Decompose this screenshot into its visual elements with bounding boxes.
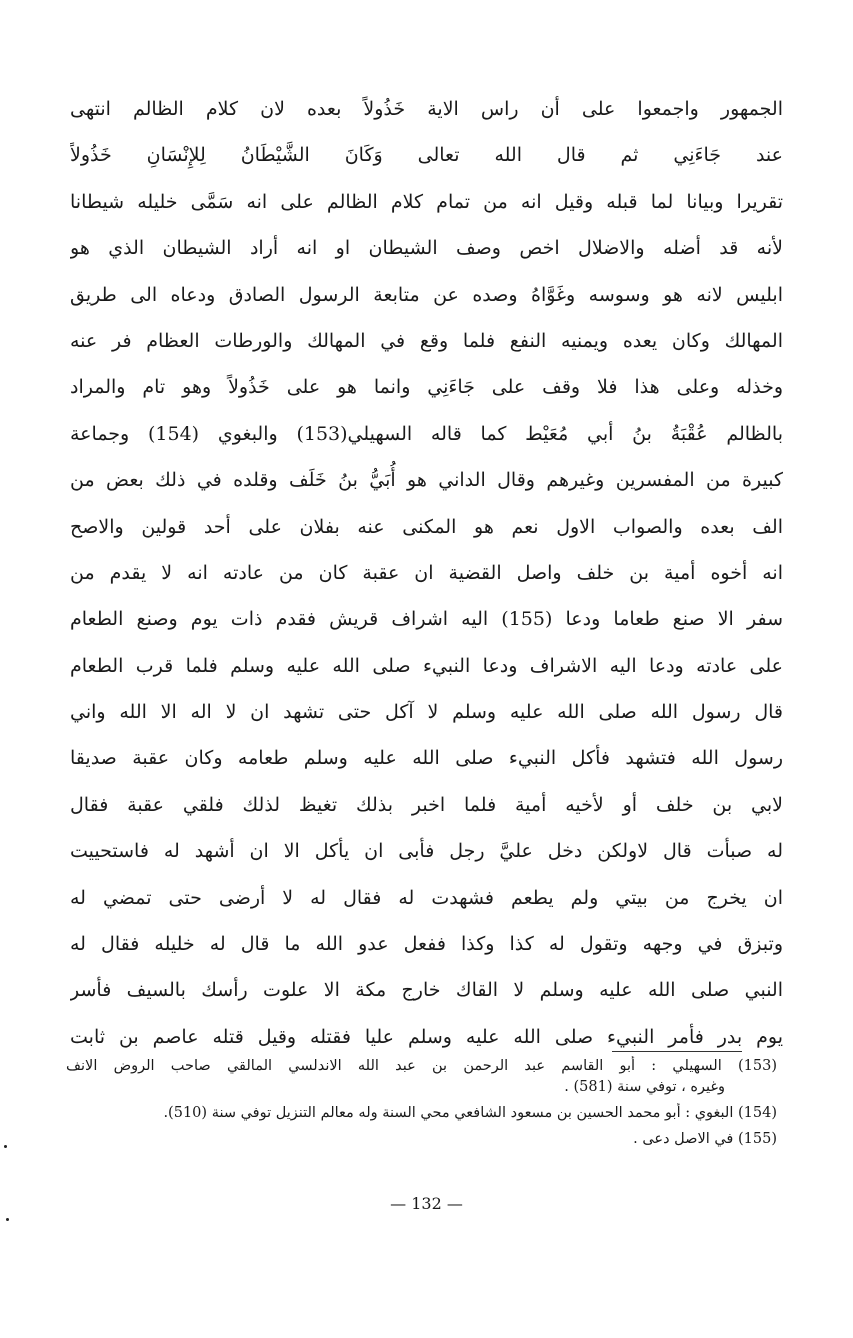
footnote-154: (154) البغوي : أبو محمد الحسين بن مسعود الشافعي محي السنة وله معالم التنزيل توفي سنة (510). bbox=[163, 1105, 777, 1121]
page-number: — 132 — bbox=[390, 1194, 463, 1213]
text-line: يوم بدر فأمر النبيء صلى الله عليه وسلم عليا فقتله وقيل قتله عاصم بن ثابت bbox=[70, 1025, 783, 1048]
text-line: سفر الا صنع طعاما ودعا (155) اليه اشراف قريش فقدم ذات يوم وصنع الطعام bbox=[70, 608, 783, 631]
text-line: ان يخرج من بيتي ولم يطعم فشهدت له فقال له لا أرضى حتى تمضي له bbox=[70, 886, 783, 909]
text-line: الجمهور واجمعوا على أن راس الاية خَذُولاً بعده لان كلام الظالم انتهى bbox=[70, 98, 783, 120]
footnote-separator bbox=[612, 1051, 742, 1052]
text-line: النبي صلى الله عليه وسلم لا القاك خارج مكة الا علوت رأسك بالسيف فأسر bbox=[70, 979, 783, 1002]
footnote-153-continuation: وغيره ، توفي سنة (581) . bbox=[564, 1079, 725, 1095]
text-line: بالظالم عُقْبَةُ بنُ أبي مُعَيْط كما قاله السهيلي(153) والبغوي (154) وجماعة bbox=[70, 422, 783, 445]
scan-speck bbox=[4, 1145, 7, 1148]
text-line: انه أخوه أمية بن خلف واصل القضية ان عقبة كان من عادته انه لا يقدم من bbox=[70, 561, 783, 584]
text-line: وتبزق في وجهه وتقول له كذا وكذا ففعل عدو الله ما قال له خليله فقال له bbox=[70, 933, 783, 956]
text-line: لأنه قد أضله والاضلال اخص وصف الشيطان او انه أراد الشيطان الذي هو bbox=[70, 237, 783, 260]
text-line: المهالك وكان يعده ويمنيه النفع فلما وقع في المهالك والورطات العظام فر عنه bbox=[70, 329, 783, 352]
footnote-153: (153) السهيلي : أبو القاسم عبد الرحمن بن عبد الله الاندلسي المالقي صاحب الروض الانف bbox=[66, 1058, 777, 1074]
text-line: على عادته ودعا اليه الاشراف ودعا النبيء صلى الله عليه وسلم فلما قرب الطعام bbox=[70, 654, 783, 677]
scan-speck bbox=[6, 1218, 9, 1221]
text-line: تقريرا وبيانا لما قبله وقيل انه من تمام كلام الظالم على انه سَمَّى خليله شيطانا bbox=[70, 190, 783, 213]
text-line: كبيرة من المفسرين وغيرهم وقال الداني هو أُبَيُّ بنُ خَلَف وقلده في ذلك بعض من bbox=[70, 469, 783, 492]
text-line: ابليس لانه هو وسوسه وغَوَّاهُ وصده عن متابعة الرسول الصادق ودعاه الى طريق bbox=[70, 283, 783, 306]
footnote-155: (155) في الاصل دعى . bbox=[633, 1131, 777, 1147]
text-line: لابي بن خلف أو لأخيه أمية فلما اخبر بذلك تغيظ لذلك فلقي عقبة فقال bbox=[70, 793, 783, 816]
text-line: الف بعده والصواب الاول نعم هو المكنى عنه بفلان على أحد قولين والاصح bbox=[70, 515, 783, 538]
text-line: قال رسول الله صلى الله عليه وسلم لا آكل حتى تشهد ان لا اله الا الله واني bbox=[70, 701, 783, 724]
main-text-block bbox=[70, 86, 783, 1060]
footnotes bbox=[66, 1056, 777, 1150]
text-line: عند جَاءَنِي ثم قال الله تعالى وَكَانَ الشَّيْطَانُ لِلإِنْسَانِ خَذُولاً bbox=[70, 144, 783, 167]
text-line: وخذله وعلى هذا فلا وقف على جَاءَنِي وانما هو على خَذُولاً وهو تام والمراد bbox=[70, 376, 783, 399]
text-line: رسول الله فتشهد فأكل النبيء صلى الله عليه وسلم طعامه وكان عقبة صديقا bbox=[70, 747, 783, 770]
text-line: له صبأت قال لاولكن دخل عليَّ رجل فأبى ان يأكل الا ان أشهد له فاستحييت bbox=[70, 840, 783, 863]
